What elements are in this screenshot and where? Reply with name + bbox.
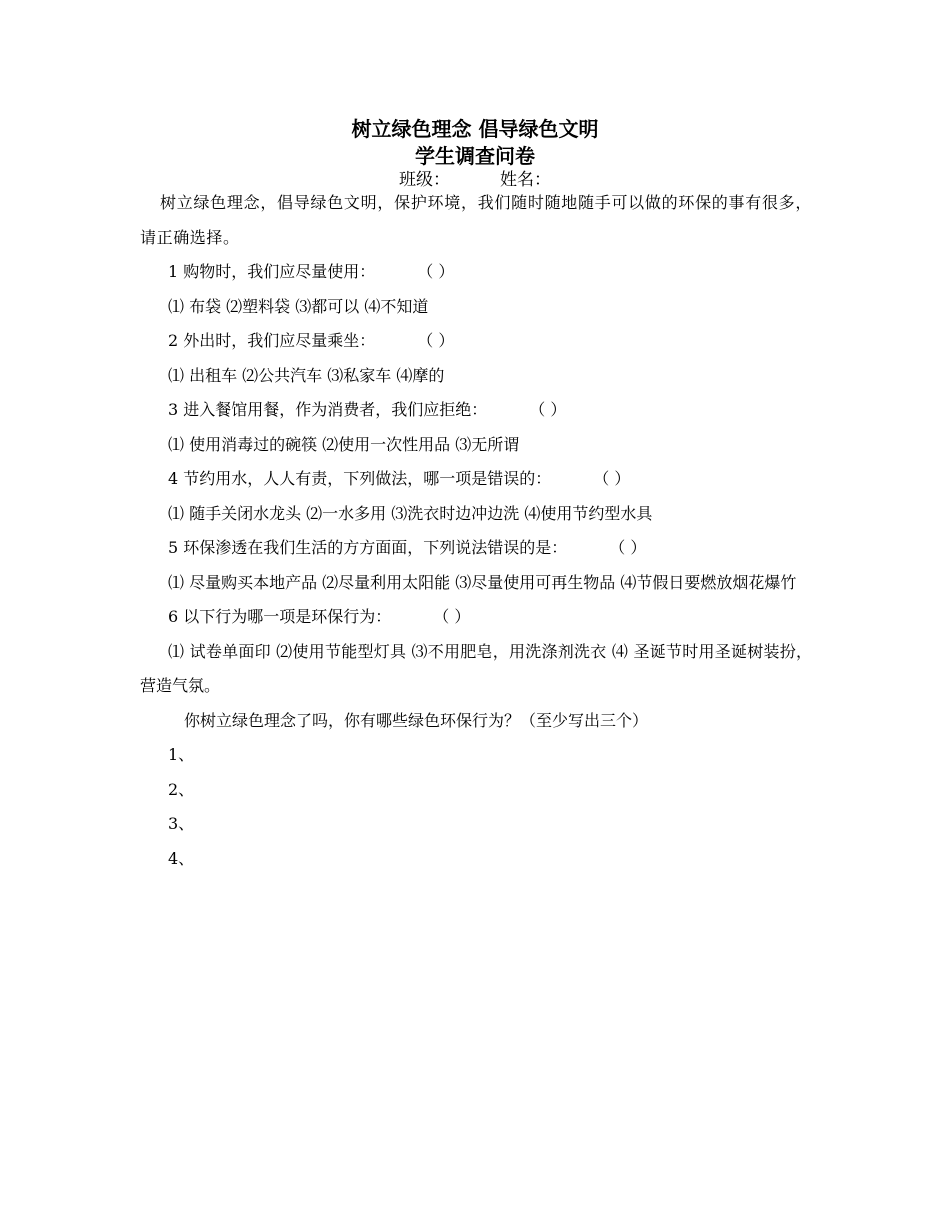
question-text: 2 外出时，我们应尽量乘坐： xyxy=(168,331,376,350)
question-1-options: ⑴ 布袋 ⑵塑料袋 ⑶都可以 ⑷不知道 xyxy=(168,296,429,316)
answer-blank: （ ） xyxy=(529,400,567,419)
document-header xyxy=(0,116,950,190)
document-title: 树立绿色理念 倡导绿色文明 xyxy=(351,117,599,141)
question-text: 3 进入餐馆用餐，作为消费者，我们应拒绝： xyxy=(168,400,488,419)
question-4-options: ⑴ 随手关闭水龙头 ⑵一水多用 ⑶洗衣时边冲边洗 ⑷使用节约型水具 xyxy=(168,503,653,523)
question-2-options: ⑴ 出租车 ⑵公共汽车 ⑶私家车 ⑷摩的 xyxy=(168,365,445,385)
class-label: 班级： xyxy=(399,170,450,190)
question-6-options: ⑴ 试卷单面印 ⑵使用节能型灯具 ⑶不用肥皂，用洗涤剂洗衣 ⑷ 圣诞节时用圣诞树装扮，营造气氛。 xyxy=(140,641,812,695)
answer-blank: （ ） xyxy=(417,262,455,281)
answer-line-3: 3、 xyxy=(168,814,195,833)
answer-blank: （ ） xyxy=(593,469,631,488)
answer-blank: （ ） xyxy=(609,538,647,557)
question-4 xyxy=(140,462,812,497)
open-question: 你树立绿色理念了吗，你有哪些绿色环保行为？（至少写出三个） xyxy=(184,710,649,730)
question-1 xyxy=(140,255,812,290)
question-text: 6 以下行为哪一项是环保行为： xyxy=(168,607,392,626)
question-3-options: ⑴ 使用消毒过的碗筷 ⑵使用一次性用品 ⑶无所谓 xyxy=(168,434,520,454)
question-3 xyxy=(140,393,812,428)
name-label: 姓名： xyxy=(500,170,551,190)
answer-line-2: 2、 xyxy=(168,779,195,799)
question-text: 1 购物时，我们应尽量使用： xyxy=(168,262,376,281)
question-5-options: ⑴ 尽量购买本地产品 ⑵尽量利用太阳能 ⑶尽量使用可再生物品 ⑷节假日要燃放烟花爆竹 xyxy=(168,572,797,592)
answer-line-4: 4、 xyxy=(168,848,195,868)
question-5 xyxy=(140,531,812,566)
question-6 xyxy=(140,600,812,635)
answer-line-1: 1、 xyxy=(168,745,195,764)
question-text: 5 环保渗透在我们生活的方方面面，下列说法错误的是： xyxy=(168,538,568,557)
answer-blank: （ ） xyxy=(433,607,471,626)
document-subtitle: 学生调查问卷 xyxy=(415,144,535,168)
questionnaire-body xyxy=(140,186,812,876)
answer-blank: （ ） xyxy=(417,331,455,350)
question-text: 4 节约用水，人人有责，下列做法，哪一项是错误的： xyxy=(168,469,552,488)
intro-paragraph: 树立绿色理念，倡导绿色文明，保护环境，我们随时随地随手可以做的环保的事有很多，请正确选择。 xyxy=(140,193,812,247)
question-2 xyxy=(140,324,812,359)
